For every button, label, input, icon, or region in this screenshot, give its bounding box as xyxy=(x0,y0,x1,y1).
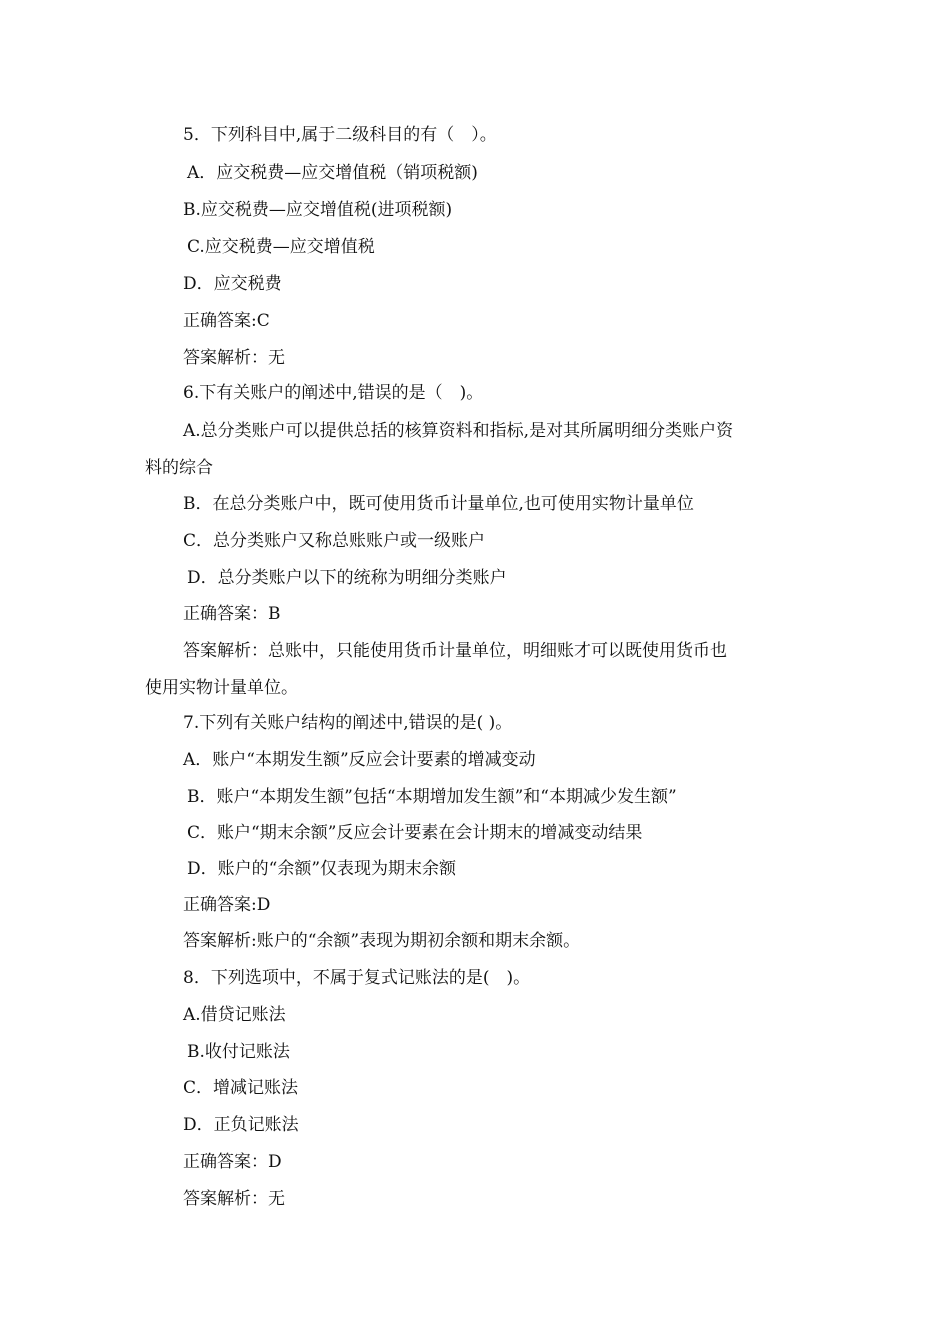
question-6-option-a-cont: 料的综合 xyxy=(145,458,213,478)
question-5-answer: 正确答案:C xyxy=(183,311,270,331)
question-7-option-b: B．账户“本期发生额”包括“本期增加发生额”和“本期减少发生额” xyxy=(187,787,677,807)
question-5-stem: 5．下列科目中,属于二级科目的有（ ）。 xyxy=(183,125,497,145)
question-6-option-b: B．在总分类账户中，既可使用货币计量单位,也可使用实物计量单位 xyxy=(183,494,694,514)
question-6-option-c: C．总分类账户又称总账账户或一级账户 xyxy=(183,531,486,551)
question-7-answer: 正确答案:D xyxy=(183,895,271,915)
question-8-option-c: C．增减记账法 xyxy=(183,1078,299,1098)
question-7-option-a: A．账户“本期发生额”反应会计要素的增减变动 xyxy=(183,750,536,770)
question-8-analysis: 答案解析：无 xyxy=(183,1189,285,1209)
question-8-option-a: A.借贷记账法 xyxy=(183,1005,286,1025)
question-6-stem: 6.下有关账户的阐述中,错误的是（ )。 xyxy=(183,383,484,403)
question-5-analysis: 答案解析：无 xyxy=(183,348,285,368)
question-8-option-b: B.收付记账法 xyxy=(187,1042,290,1062)
question-5-option-a: A．应交税费—应交增值税（销项税额) xyxy=(187,163,478,183)
question-8-answer: 正确答案：D xyxy=(183,1152,282,1172)
question-7-analysis: 答案解析:账户的“余额”表现为期初余额和期末余额。 xyxy=(183,931,581,951)
question-6-option-d: D．总分类账户以下的统称为明细分类账户 xyxy=(187,568,507,588)
question-5-option-b: B.应交税费—应交增值税(进项税额) xyxy=(183,200,453,220)
question-7-option-c: C．账户“期末余额”反应会计要素在会计期末的增减变动结果 xyxy=(187,823,643,843)
question-7-option-d: D．账户的“余额”仅表现为期末余额 xyxy=(187,859,457,879)
question-6-option-a: A.总分类账户可以提供总括的核算资料和指标,是对其所属明细分类账户资 xyxy=(183,421,734,441)
question-6-analysis-cont: 使用实物计量单位。 xyxy=(145,678,298,698)
question-5-option-c: C.应交税费—应交增值税 xyxy=(187,237,375,257)
question-7-stem: 7.下列有关账户结构的阐述中,错误的是( )。 xyxy=(183,713,513,733)
question-6-analysis: 答案解析：总账中，只能使用货币计量单位，明细账才可以既使用货币也 xyxy=(183,641,727,661)
question-5-option-d: D．应交税费 xyxy=(183,274,282,294)
question-8-option-d: D．正负记账法 xyxy=(183,1115,299,1135)
question-6-answer: 正确答案：B xyxy=(183,604,281,624)
question-8-stem: 8．下列选项中，不属于复式记账法的是( )。 xyxy=(183,968,531,988)
